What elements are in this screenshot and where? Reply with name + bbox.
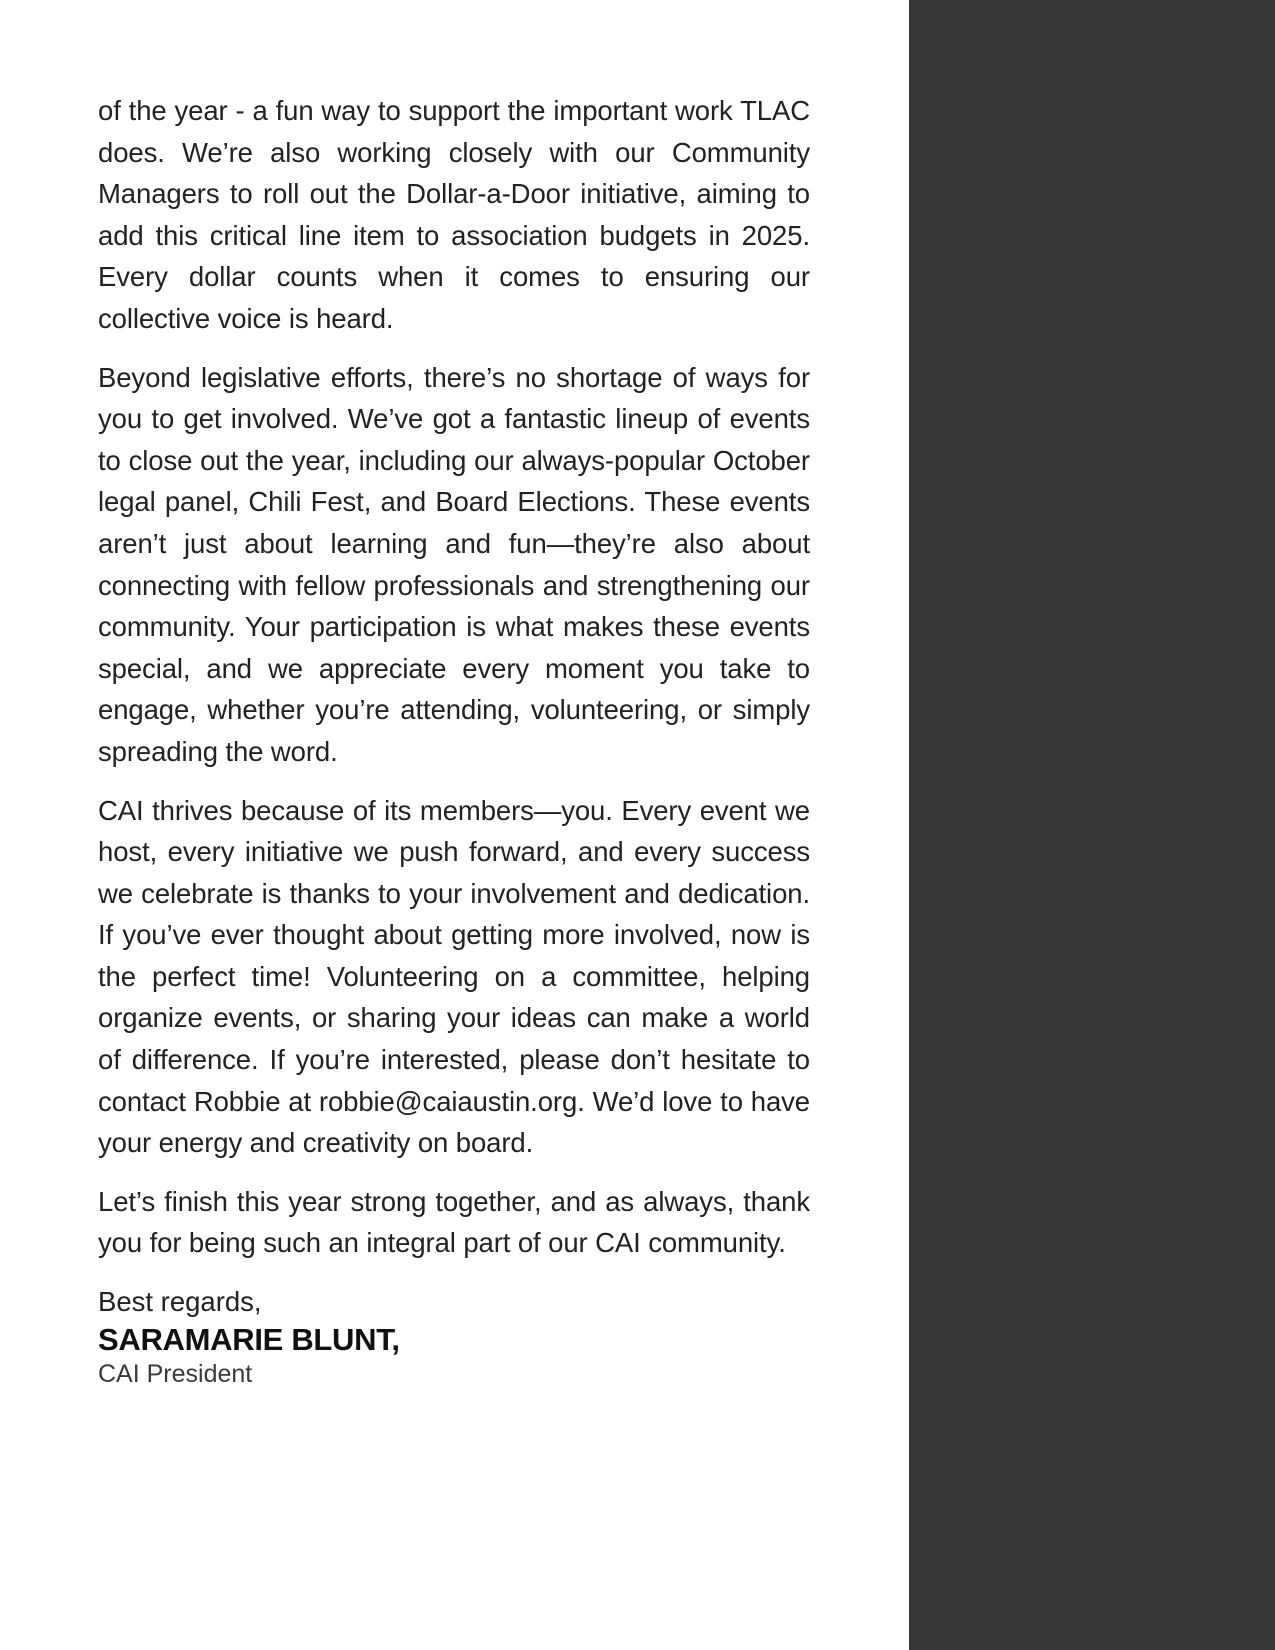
paragraph-members: CAI thrives because of its members—you. Every event we host, every initiative we push forward, and every success we celebrate is thanks to your involvement and dedication. If you’ve ever thought about getting more involved, now is the perfect time! Volunteering on a committee, helping organize events, or sharing your ideas can make a world of difference. If you’re interested, please don’t hesitate to contact Robbie at robbie@caiaustin.org. We’d love to have your energy and creativity on board. (98, 794, 810, 1159)
signer-name: SARAMARIE BLUNT, (98, 1322, 400, 1358)
dark-side-panel (909, 0, 1275, 1650)
signer-title: CAI President (98, 1360, 253, 1389)
signoff: Best regards, (98, 1286, 262, 1318)
paragraph-continuation: of the year - a fun way to support the important work TLAC does. We’re also working closely with our Community Managers to roll out the Dollar-a-Door initiative, aiming to add this critical line item to association budgets in 2025. Every dollar counts when it comes to ensuring our collective voice is heard. (98, 95, 810, 334)
paragraph-get-involved: Beyond legislative efforts, there’s no shortage of ways for you to get involved. We’ve got a fantastic lineup of events to close out the year, including our always-popular October legal panel, Chili Fest, and Board Elections. These events aren’t just about learning and fun—they’re also about connecting with fellow professionals and strengthening our community. Your participation is what makes these events special, and we appreciate every moment you take to engage, whether you’re attending, volunteering, or simply spreading the word. (98, 361, 810, 767)
letter-body (98, 90, 810, 1390)
paragraph-closing: Let’s finish this year strong together, and as always, thank you for being such an integral part of our CAI community. (98, 1185, 810, 1259)
